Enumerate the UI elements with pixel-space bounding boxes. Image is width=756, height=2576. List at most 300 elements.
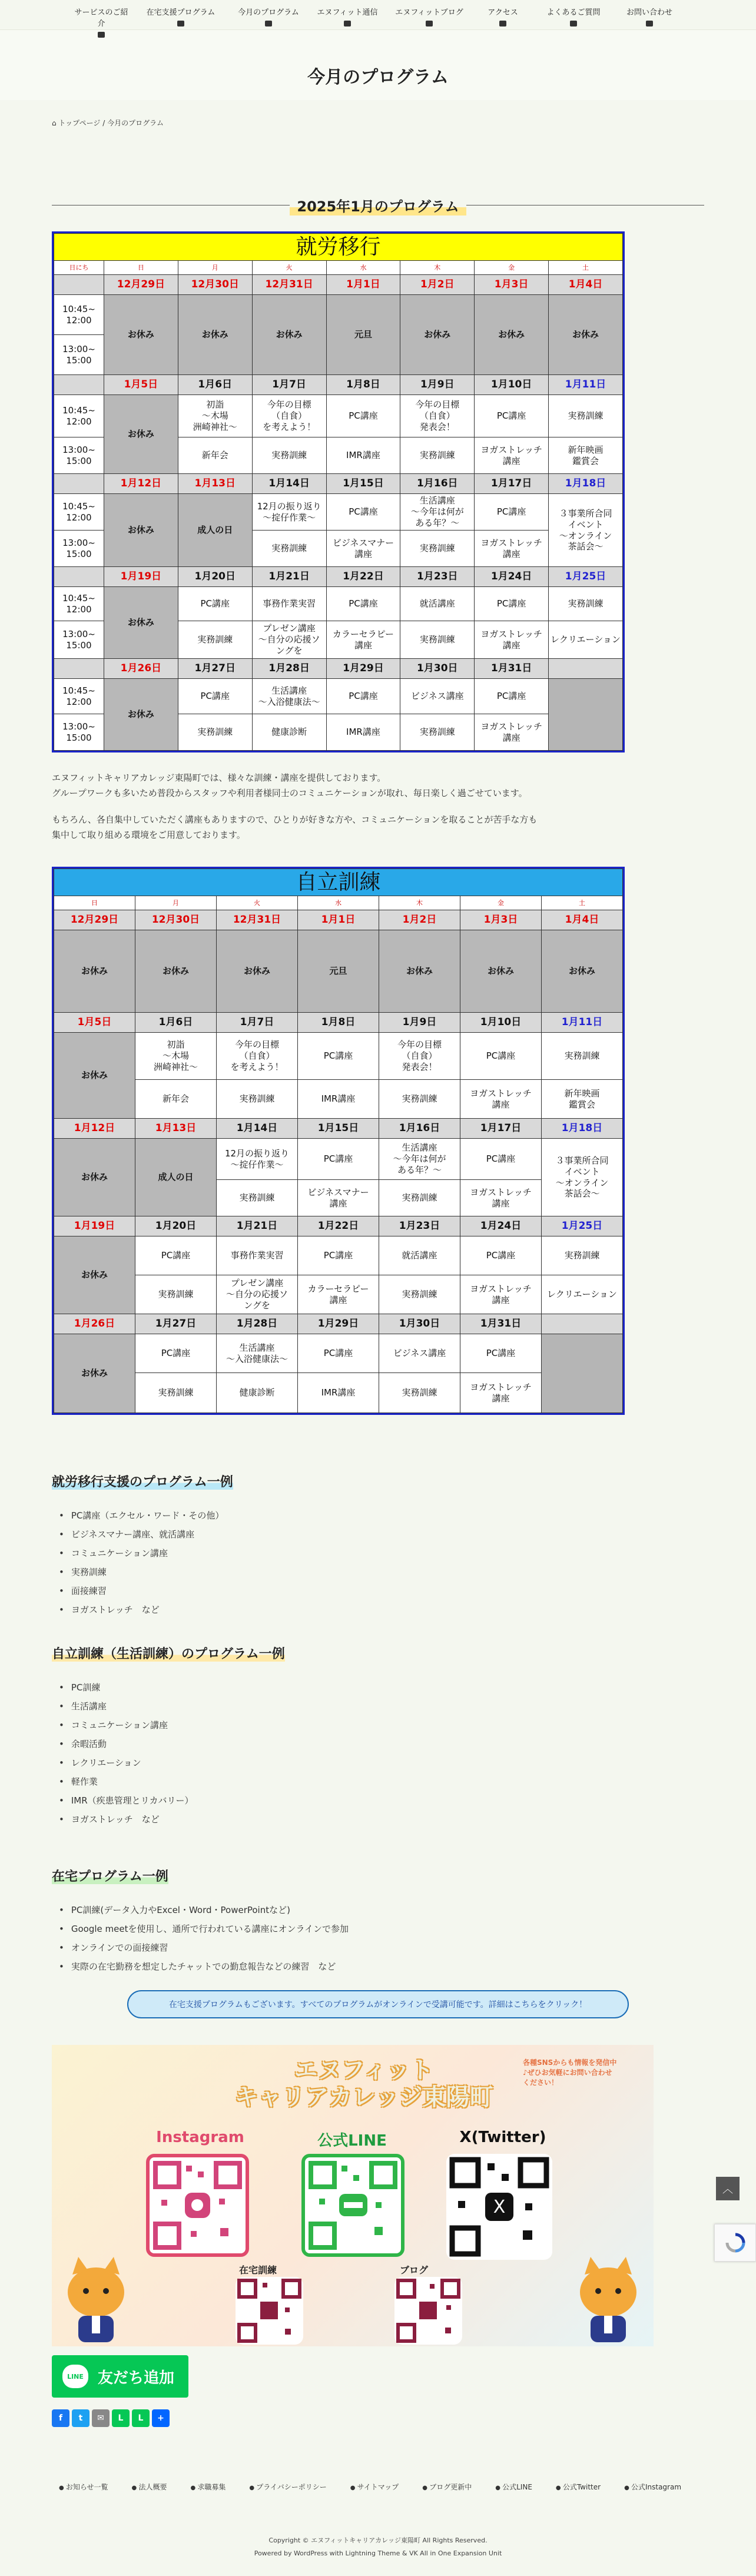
date-cell: 1月5日: [54, 1013, 135, 1033]
program-cell: 生活講座 ～入浴健康法～: [217, 1334, 298, 1373]
breadcrumb-home[interactable]: トップページ: [58, 119, 101, 127]
date-cell: 1月13日: [135, 1119, 217, 1139]
nav-label: サービスのご紹介: [74, 8, 128, 28]
time-am: 10:45~ 12:00: [54, 587, 104, 621]
intro-line: 集中して取り組める環境をご用意しております。: [52, 829, 246, 840]
program-cell: IMR講座: [298, 1080, 379, 1119]
weekday: 水: [298, 896, 379, 910]
program-cell: ヨガストレッチ 講座: [460, 1373, 542, 1413]
program-cell: 実務訓練: [252, 437, 326, 474]
nav-newsletter[interactable]: [312, 6, 383, 29]
section-title-text: 2025年1月のプログラム: [290, 195, 466, 216]
time-pm: 13:00~ 15:00: [54, 714, 104, 751]
recaptcha-badge[interactable]: [714, 2224, 756, 2262]
program-cell: PC講座: [326, 679, 400, 714]
program-cell: レクリエーション: [549, 621, 623, 659]
nav-label: 今月のプログラム: [238, 8, 299, 17]
date-cell: [542, 1314, 623, 1334]
program-cell: 新年会: [178, 437, 252, 474]
instagram-label: Instagram: [156, 2129, 244, 2146]
closed-cell: お休み: [54, 1139, 135, 1216]
weekday: 金: [475, 261, 549, 275]
time-am: 10:45~ 12:00: [54, 679, 104, 714]
closed-cell: お休み: [104, 679, 178, 751]
program-cell: 就活講座: [400, 587, 475, 621]
date-cell: 1月2日: [400, 275, 475, 295]
list-item: • PC訓練(データ入力やExcel・Word・PowerPointなど): [59, 1901, 349, 1919]
date-cell: 1月28日: [252, 659, 326, 679]
program-cell: 実務訓練: [542, 1033, 623, 1080]
calendar-icon: [265, 21, 272, 26]
program-cell: 今年の目標 （自食） 発表会！: [379, 1033, 460, 1080]
x-qr[interactable]: [446, 2154, 552, 2260]
table-title: 自立訓練: [54, 869, 623, 896]
closed-cell: 元旦: [298, 930, 379, 1013]
date-cell: 1月1日: [298, 910, 379, 930]
program-cell: PC講座: [326, 587, 400, 621]
list-item: • PC講座（エクセル・ワード・その他）: [59, 1506, 224, 1525]
program-cell: PC講座: [460, 1033, 542, 1080]
date-cell: 1月3日: [475, 275, 549, 295]
program-cell: PC講座: [326, 395, 400, 437]
footer-link[interactable]: ● 法人概要: [132, 2482, 167, 2492]
date-cell: 1月26日: [104, 659, 178, 679]
program-cell: PC講座: [326, 494, 400, 531]
date-cell: 12月29日: [104, 275, 178, 295]
home-icon: [98, 32, 105, 38]
training-label: 在宅訓練: [238, 2265, 277, 2276]
date-cell: 1月16日: [379, 1119, 460, 1139]
closed-cell: お休み: [54, 1033, 135, 1119]
date-cell: 1月31日: [475, 659, 549, 679]
closed-cell: お休み: [104, 295, 178, 375]
banner-title: [228, 2057, 499, 2111]
date-cell: 1月16日: [400, 474, 475, 494]
program-cell: プレゼン講座 ～自分の応援ソ ングを: [252, 621, 326, 659]
program-cell: PC講座: [460, 1139, 542, 1180]
empty-cell: [542, 1334, 623, 1413]
program-cell: 実務訓練: [217, 1180, 298, 1216]
date-cell: 1月10日: [460, 1013, 542, 1033]
program-cell: カラーセラピー 講座: [326, 621, 400, 659]
footer-link[interactable]: ● サイトマップ: [350, 2482, 399, 2492]
date-cell: 12月31日: [217, 910, 298, 930]
date-cell: 12月31日: [252, 275, 326, 295]
list-item: • 面接練習: [59, 1582, 224, 1600]
date-cell: 1月11日: [542, 1013, 623, 1033]
program-cell: 実務訓練: [549, 587, 623, 621]
date-cell: 12月29日: [54, 910, 135, 930]
nav-blog[interactable]: [391, 6, 467, 29]
weekday: 木: [379, 896, 460, 910]
line-qr[interactable]: [301, 2154, 404, 2257]
mail-icon: [344, 21, 351, 26]
date-cell: 1月21日: [217, 1216, 298, 1236]
program-cell: ヨガストレッチ 講座: [460, 1180, 542, 1216]
blog-label: ブログ: [399, 2265, 428, 2276]
footer-link[interactable]: ● 求職募集: [190, 2482, 226, 2492]
program-cell: ヨガストレッチ 講座: [460, 1080, 542, 1119]
date-cell: 1月22日: [298, 1216, 379, 1236]
heading-text: 在宅プログラム一例: [52, 1869, 168, 1884]
program-cell: PC講座: [475, 679, 549, 714]
intro-line: エヌフィットキャリアカレッジ東陽町では、様々な訓練・講座を提供しております。: [52, 773, 386, 783]
sns-banner: [52, 2045, 654, 2346]
nav-services[interactable]: [74, 6, 128, 29]
program-cell: 今年の目標 （自食） 発表会！: [400, 395, 475, 437]
program-cell: 初詣 ～木場 洲崎神社～: [135, 1033, 217, 1080]
program-cell: PC講座: [298, 1033, 379, 1080]
list-jiritsu: [59, 1678, 194, 1829]
program-cell: 生活講座 ～入浴健康法～: [252, 679, 326, 714]
date-cell: 1月26日: [54, 1314, 135, 1334]
footer-link[interactable]: ● 公式Twitter: [556, 2482, 601, 2492]
global-nav: [0, 0, 756, 29]
program-cell: 実務訓練: [252, 531, 326, 567]
program-cell: 新年会: [135, 1080, 217, 1119]
program-cell: レクリエーション: [542, 1275, 623, 1314]
footer-link[interactable]: ● ブログ更新中: [422, 2482, 472, 2492]
closed-cell: お休み: [475, 295, 549, 375]
breadcrumb-separator: /: [102, 119, 105, 127]
program-cell: プレゼン講座 ～自分の応援ソ ングを: [217, 1275, 298, 1314]
list-item: • コミュニケーション講座: [59, 1716, 194, 1735]
list-item: • 実際の在宅勤務を想定したチャットでの勤怠報告などの練習 など: [59, 1957, 349, 1976]
list-item: • 実務訓練: [59, 1563, 224, 1582]
program-cell: PC講座: [475, 494, 549, 531]
map-pin-icon: [499, 21, 506, 26]
list-item: • オンラインでの面接練習: [59, 1938, 349, 1957]
list-zaitaku: [59, 1901, 349, 1976]
closed-cell: お休み: [460, 930, 542, 1013]
blank-cell: [54, 375, 104, 395]
program-cell: 実務訓練: [178, 714, 252, 751]
date-cell: 1月14日: [252, 474, 326, 494]
date-cell: 1月29日: [326, 659, 400, 679]
program-cell: 実務訓練: [379, 1180, 460, 1216]
list-item: • ヨガストレッチ など: [59, 1810, 194, 1829]
mascot-cat-icon: [58, 2257, 134, 2345]
facebook-share-icon[interactable]: f: [52, 2409, 69, 2427]
line-share-icon[interactable]: L: [112, 2409, 130, 2427]
closed-cell: お休み: [54, 1236, 135, 1314]
remote-program-button[interactable]: 在宅支援プログラムもございます。すべてのプログラムがオンラインで受講可能です。詳細はこちらをクリック！: [127, 1990, 629, 2018]
scroll-to-top-button[interactable]: [716, 2177, 740, 2200]
laptop-icon: [177, 21, 184, 26]
date-cell: 1月9日: [400, 375, 475, 395]
program-cell: カラーセラピー 講座: [298, 1275, 379, 1314]
program-cell: 健康診断: [217, 1373, 298, 1413]
time-pm: 13:00~ 15:00: [54, 437, 104, 474]
program-cell: IMR講座: [326, 714, 400, 751]
closed-cell: お休み: [217, 930, 298, 1013]
chevron-up-icon: ︿: [722, 2183, 733, 2196]
program-cell: ビジネスマナー 講座: [326, 531, 400, 567]
program-cell: 実務訓練: [135, 1275, 217, 1314]
program-cell: PC講座: [298, 1334, 379, 1373]
date-cell: 1月18日: [542, 1119, 623, 1139]
date-cell: 1月9日: [379, 1013, 460, 1033]
date-cell: 1月12日: [104, 474, 178, 494]
date-cell: 1月19日: [104, 567, 178, 587]
blog-qr[interactable]: [394, 2277, 462, 2345]
blank-cell: [54, 275, 104, 295]
heading-jiritsu: [52, 1644, 285, 1662]
nav-contact[interactable]: [617, 6, 682, 29]
list-item: • Google meetを使用し、通所で行われている講座にオンラインで参加: [59, 1919, 349, 1938]
date-cell: 1月4日: [549, 275, 623, 295]
intro-paragraph: [52, 770, 537, 843]
intro-line: グループワークも多いため普段からスタッフや利用者様同士のコミュニケーションが取れ、毎日楽しく過ごせています。: [52, 788, 528, 799]
date-cell: 1月20日: [135, 1216, 217, 1236]
footer-link[interactable]: ● プライバシーポリシー: [249, 2482, 326, 2492]
date-cell: 1月14日: [217, 1119, 298, 1139]
list-item: • コミュニケーション講座: [59, 1544, 224, 1563]
instagram-qr[interactable]: [146, 2154, 249, 2257]
program-cell: ３事業所合同 イベント ～オンライン 茶話会～: [549, 494, 623, 567]
date-cell: 1月10日: [475, 375, 549, 395]
date-cell: 1月8日: [326, 375, 400, 395]
program-cell: PC講座: [178, 587, 252, 621]
email-share-icon[interactable]: ✉: [92, 2409, 110, 2427]
program-cell: 実務訓練: [542, 1236, 623, 1275]
nav-label: お問い合わせ: [626, 8, 672, 17]
closed-cell: お休み: [252, 295, 326, 375]
list-item: • 生活講座: [59, 1697, 194, 1716]
program-cell: PC講座: [460, 1334, 542, 1373]
footer-link[interactable]: ● 公式LINE: [495, 2482, 532, 2492]
weekday: 日: [54, 896, 135, 910]
program-cell: ヨガストレッチ 講座: [475, 437, 549, 474]
program-cell: ヨガストレッチ 講座: [460, 1275, 542, 1314]
program-cell: 生活講座 ～今年は何が ある年？～: [379, 1139, 460, 1180]
date-cell: 1月13日: [178, 474, 252, 494]
share-buttons: [52, 2409, 170, 2427]
date-cell: 1月27日: [178, 659, 252, 679]
program-cell: 実務訓練: [217, 1080, 298, 1119]
program-cell: 実務訓練: [400, 531, 475, 567]
program-cell: PC講座: [460, 1236, 542, 1275]
program-cell: 実務訓練: [549, 395, 623, 437]
nav-label: エヌフィット通信: [317, 8, 378, 17]
nav-access[interactable]: [476, 6, 530, 29]
date-cell: 1月7日: [217, 1013, 298, 1033]
program-cell: IMR講座: [326, 437, 400, 474]
program-cell: 健康診断: [252, 714, 326, 751]
date-cell: 1月29日: [298, 1314, 379, 1334]
weekday: 土: [542, 896, 623, 910]
program-cell: IMR講座: [298, 1373, 379, 1413]
program-cell: PC講座: [298, 1139, 379, 1180]
nav-monthly-program[interactable]: [233, 6, 304, 29]
date-cell: 1月24日: [460, 1216, 542, 1236]
program-cell: ヨガストレッチ 講座: [475, 621, 549, 659]
program-cell: 今年の目標 （自食） を考えよう！: [252, 395, 326, 437]
closed-cell: お休み: [379, 930, 460, 1013]
closed-cell: お休み: [104, 395, 178, 474]
date-cell: 1月4日: [542, 910, 623, 930]
nav-label: エヌフィットブログ: [395, 8, 463, 17]
program-cell: 12月の振り返り ～掟仔作業～: [252, 494, 326, 531]
list-item: • 余暇活動: [59, 1735, 194, 1753]
program-cell: 事務作業実習: [217, 1236, 298, 1275]
nav-label: アクセス: [488, 8, 518, 17]
banner-title-line: キャリアカレッジ東陽町: [234, 2084, 493, 2111]
date-cell: 1月17日: [460, 1119, 542, 1139]
time-pm: 13:00~ 15:00: [54, 621, 104, 659]
program-cell: 実務訓練: [379, 1080, 460, 1119]
program-cell: ビジネス講座: [379, 1334, 460, 1373]
program-cell: PC講座: [475, 395, 549, 437]
date-cell: [549, 659, 623, 679]
closed-cell: お休み: [542, 930, 623, 1013]
date-cell: 1月19日: [54, 1216, 135, 1236]
training-qr[interactable]: [236, 2277, 303, 2345]
empty-cell: [549, 679, 623, 751]
footer-link[interactable]: ● 公式Instagram: [624, 2482, 681, 2492]
program-cell: ビジネスマナー 講座: [298, 1180, 379, 1216]
heading-shuro: [52, 1472, 233, 1490]
list-item: • レクリエーション: [59, 1753, 194, 1772]
date-cell: 1月24日: [475, 567, 549, 587]
weekday: 土: [549, 261, 623, 275]
date-cell: 1月8日: [298, 1013, 379, 1033]
date-cell: 1月27日: [135, 1314, 217, 1334]
program-cell: PC講座: [135, 1334, 217, 1373]
date-cell: 12月30日: [178, 275, 252, 295]
program-cell: 初詣 ～木場 洲崎神社～: [178, 395, 252, 437]
closed-cell: お休み: [54, 1334, 135, 1413]
copyright: Copyright © エヌフィットキャリアカレッジ東陽町 All Rights Reserved.: [268, 2537, 488, 2544]
program-cell: 今年の目標 （自食） を考えよう！: [217, 1033, 298, 1080]
date-cell: 1月2日: [379, 910, 460, 930]
time-pm: 13:00~ 15:00: [54, 531, 104, 567]
table-title: 就労移行: [54, 234, 623, 261]
document-icon: [426, 21, 433, 26]
program-cell: ヨガストレッチ 講座: [475, 531, 549, 567]
date-cell: 1月25日: [542, 1216, 623, 1236]
closed-cell: 成人の日: [135, 1139, 217, 1216]
nav-faq[interactable]: [538, 6, 609, 29]
list-shuro: [59, 1506, 224, 1619]
weekday: 木: [400, 261, 475, 275]
closed-cell: 成人の日: [178, 494, 252, 567]
date-cell: 1月30日: [379, 1314, 460, 1334]
line-add-friend-button[interactable]: [52, 2355, 188, 2398]
program-cell: 実務訓練: [135, 1373, 217, 1413]
footer-nav: [59, 2482, 707, 2492]
date-cell: 1月12日: [54, 1119, 135, 1139]
line-label: 公式LINE: [317, 2132, 387, 2150]
time-pm: 13:00~ 15:00: [54, 335, 104, 375]
program-cell: 実務訓練: [400, 437, 475, 474]
program-cell: PC講座: [475, 587, 549, 621]
program-cell: 12月の振り返り ～掟仔作業～: [217, 1139, 298, 1180]
closed-cell: お休み: [549, 295, 623, 375]
twitter-share-icon[interactable]: t: [72, 2409, 89, 2427]
svg-text:X: X: [493, 2197, 506, 2217]
nav-remote-support[interactable]: [137, 6, 225, 29]
closed-cell: お休み: [104, 587, 178, 659]
heading-zaitaku: [52, 1866, 168, 1885]
section-title: [52, 194, 704, 216]
date-cell: 1月5日: [104, 375, 178, 395]
date-cell: 1月23日: [379, 1216, 460, 1236]
closed-cell: お休み: [400, 295, 475, 375]
line-logo-icon: LINE: [62, 2365, 88, 2388]
program-cell: 就活講座: [379, 1236, 460, 1275]
program-cell: 実務訓練: [379, 1275, 460, 1314]
date-cell: 1月15日: [298, 1119, 379, 1139]
more-share-icon[interactable]: +: [152, 2409, 170, 2427]
mascot-cat-icon: [570, 2257, 646, 2345]
weekday: 金: [460, 896, 542, 910]
program-cell: 新年映画 鑑賞会: [549, 437, 623, 474]
x-label: X(Twitter): [459, 2129, 546, 2146]
date-cell: 1月22日: [326, 567, 400, 587]
program-cell: 新年映画 鑑賞会: [542, 1080, 623, 1119]
blank-cell: [54, 567, 104, 587]
date-cell: 12月30日: [135, 910, 217, 930]
intro-line: もちろん、各自集中していただく講座もありますので、ひとりが好きな方や、コミュニケーションを取ることが苦手な方も: [52, 814, 538, 825]
corner-cell: 日にち: [54, 261, 104, 275]
program-cell: ３事業所合同 イベント ～オンライン 茶話会～: [542, 1139, 623, 1216]
breadcrumb-current: 今月のプログラム: [107, 119, 164, 127]
line-add-friend-label: 友だち追加: [98, 2369, 175, 2387]
home-icon: ⌂: [52, 119, 57, 127]
nav-label: 在宅支援プログラム: [146, 8, 215, 17]
weekday: 月: [135, 896, 217, 910]
time-am: 10:45~ 12:00: [54, 295, 104, 335]
breadcrumb: [52, 118, 164, 128]
heading-text: 就労移行支援のプログラム一例: [52, 1475, 233, 1490]
weekday: 火: [252, 261, 326, 275]
date-cell: 1月11日: [549, 375, 623, 395]
date-cell: 1月23日: [400, 567, 475, 587]
date-cell: 1月30日: [400, 659, 475, 679]
blank-cell: [54, 474, 104, 494]
program-cell: PC講座: [135, 1236, 217, 1275]
weekday: 水: [326, 261, 400, 275]
closed-cell: 元旦: [326, 295, 400, 375]
weekday: 日: [104, 261, 178, 275]
powered-by: Powered by WordPress with Lightning Theme & VK All in One Expansion Unit: [254, 2550, 502, 2557]
program-cell: 実務訓練: [178, 621, 252, 659]
closed-cell: お休み: [104, 494, 178, 567]
blank-cell: [54, 659, 104, 679]
program-cell: 実務訓練: [400, 621, 475, 659]
list-item: • 軽作業: [59, 1772, 194, 1791]
closed-cell: お休み: [54, 930, 135, 1013]
time-am: 10:45~ 12:00: [54, 494, 104, 531]
list-item: • ビジネスマナー講座、就活講座: [59, 1525, 224, 1544]
date-cell: 1月25日: [549, 567, 623, 587]
schedule-table-jiritsu: [52, 867, 625, 1415]
time-am: 10:45~ 12:00: [54, 395, 104, 437]
schedule-table-shuro: [52, 231, 625, 752]
date-cell: 1月17日: [475, 474, 549, 494]
question-icon: [570, 21, 577, 26]
date-cell: 1月31日: [460, 1314, 542, 1334]
footer-link[interactable]: ● お知らせ一覧: [59, 2482, 108, 2492]
weekday: 火: [217, 896, 298, 910]
banner-bubble: 各種SNSからも情報を発信中♪ぜひお気軽にお問い合わせください！: [523, 2058, 617, 2087]
date-cell: 1月15日: [326, 474, 400, 494]
line-share-icon[interactable]: L: [132, 2409, 150, 2427]
list-item: • PC訓練: [59, 1678, 194, 1697]
date-cell: 1月6日: [178, 375, 252, 395]
date-cell: 1月7日: [252, 375, 326, 395]
